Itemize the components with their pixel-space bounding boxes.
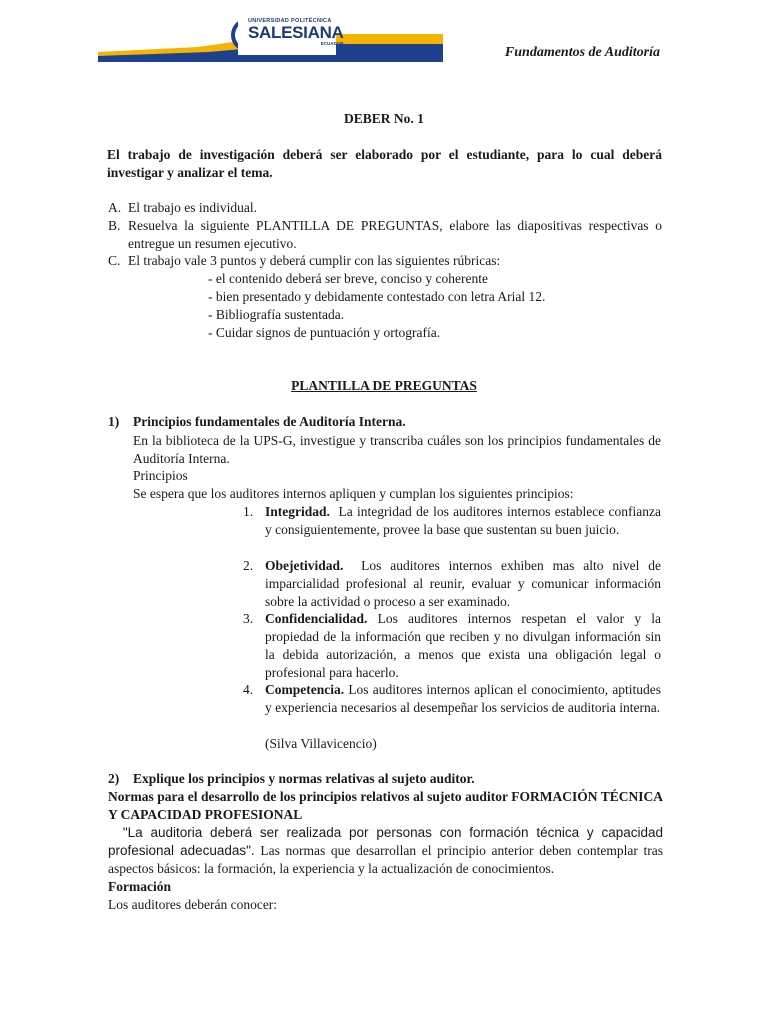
principle-number: 3.	[243, 611, 254, 626]
principle-name: Obejetividad.	[265, 558, 344, 573]
logo-line3: ECUADOR	[320, 41, 344, 46]
principle-name: Integridad.	[265, 504, 330, 519]
instruction-b: Resuelva la siguiente PLANTILLA DE PREGUNTAS, elabore las diapositivas respectivas o entregue un resumen ejecutivo.	[128, 218, 662, 251]
rubric-item: - el contenido deberá ser breve, conciso y coherente	[208, 271, 488, 286]
instruction-marker-a: A.	[108, 200, 122, 215]
instruction-marker-c: C.	[108, 253, 121, 268]
principle-item	[265, 503, 661, 539]
quote-part2: Las normas que desarrollan el principio anterior deben contemplar tras aspectos básicos: la formación, la experiencia y la actualización de conocimientos.	[108, 843, 663, 876]
instruction-marker-b: B.	[108, 218, 121, 233]
question-1-prompt: En la biblioteca de la UPS-G, investigue y transcriba cuáles son los principios fundamentales de Auditoría Interna.	[133, 433, 661, 466]
assignment-title: DEBER No. 1	[344, 111, 424, 126]
principle-name: Competencia.	[265, 682, 345, 697]
principles-lead: Se espera que los auditores internos apliquen y cumplan los siguientes principios:	[133, 486, 574, 501]
citation: (Silva Villavicencio)	[265, 736, 377, 751]
intro-paragraph: El trabajo de investigación deberá ser elaborado por el estudiante, para lo cual deberá investigar y analizar el tema.	[107, 147, 662, 180]
instruction-c: El trabajo vale 3 puntos y deberá cumplir con las siguientes rúbricas:	[128, 253, 501, 268]
quote-part1: "La auditoria deberá ser realizada por personas con formación técnica y capacidad profesional adecuadas".	[108, 825, 663, 858]
rubric-item: - bien presentado y debidamente contestado con letra Arial 12.	[208, 289, 546, 304]
principles-subheading: Principios	[133, 468, 188, 483]
formacion-heading: Formación	[108, 879, 171, 894]
rubric-item: - Bibliografía sustentada.	[208, 307, 345, 322]
section-title: PLANTILLA DE PREGUNTAS	[291, 378, 477, 393]
norms-quote	[108, 824, 663, 878]
principle-text: Los auditores internos aplican el conocimiento, aptitudes y experiencia necesarios al desempeñar los servicios de auditoria interna.	[265, 682, 662, 715]
rubric-item: - Cuidar signos de puntuación y ortografía.	[208, 325, 441, 340]
course-title: Fundamentos de Auditoría	[504, 45, 660, 60]
university-logo	[98, 12, 443, 64]
principle-item	[265, 557, 661, 611]
principle-text: La integridad de los auditores internos establece confianza y consiguientemente, provee la base que sustentan su buen juicio.	[265, 504, 661, 537]
principle-number: 4.	[243, 682, 254, 697]
instruction-a: El trabajo es individual.	[128, 200, 257, 215]
principle-number: 1.	[243, 504, 254, 519]
principle-number: 2.	[243, 558, 254, 573]
principle-item	[265, 681, 661, 717]
question-1-number: 1)	[108, 414, 120, 429]
question-1-title: Principios fundamentales de Auditoría Interna.	[133, 414, 406, 429]
question-2-title: Explique los principios y normas relativas al sujeto auditor.	[133, 771, 475, 786]
norms-heading-caps: FORMACIÓN TÉCNICA Y CAPACIDAD PROFESIONAL	[108, 789, 664, 822]
principle-item	[265, 610, 661, 682]
question-2-number: 2)	[108, 771, 120, 786]
logo-line1: UNIVERSIDAD POLITÉCNICA	[248, 18, 332, 24]
norms-heading-text: Normas para el desarrollo de los principios relativos al sujeto auditor	[108, 789, 508, 804]
norms-heading	[108, 788, 663, 824]
principle-text: Los auditores internos exhiben mas alto nivel de imparcialidad profesional al reunir, evaluar y comunicar información sobre la actividad o proceso a ser examinado.	[265, 558, 662, 609]
formacion-text: Los auditores deberán conocer:	[108, 897, 278, 912]
principle-text: Los auditores internos respetan el valor y la propiedad de la información que reciben y no divulgan información sin la debida autorización, a menos que exista una obligación legal o profesional para hacerlo.	[265, 611, 662, 680]
principle-name: Confidencialidad.	[265, 611, 368, 626]
logo-line2: SALESIANA	[248, 23, 344, 42]
